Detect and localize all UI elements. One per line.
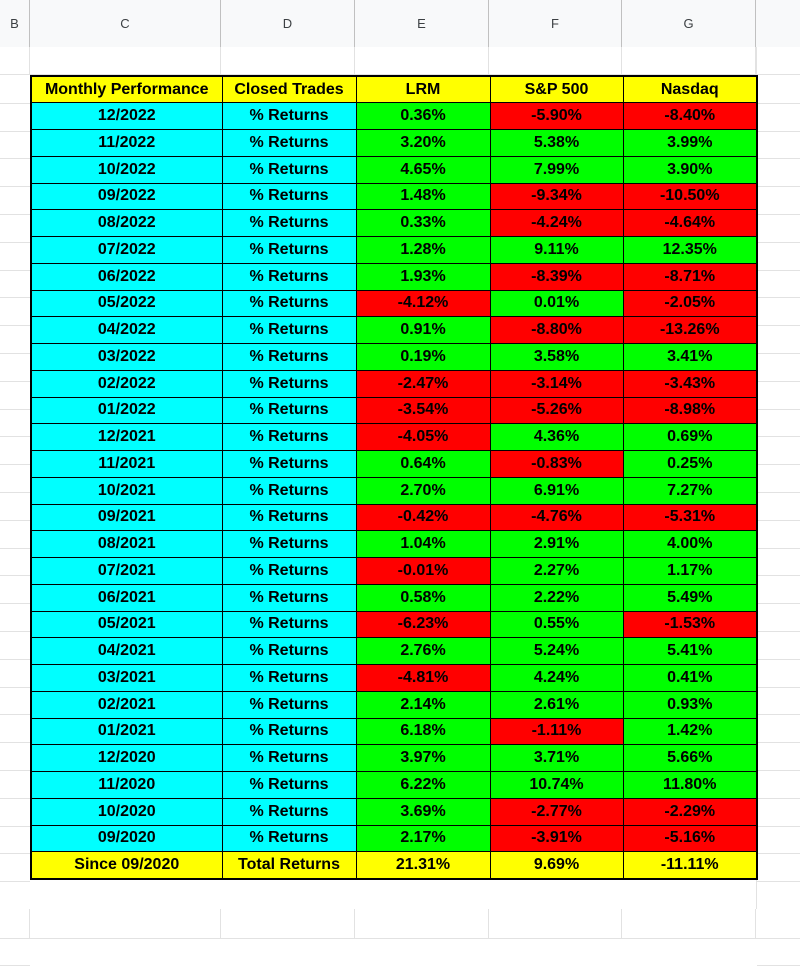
month-cell[interactable]: 09/2020 <box>31 825 222 852</box>
gutter-cell[interactable] <box>0 409 30 438</box>
gutter-cell[interactable] <box>0 687 30 716</box>
returns-label-cell[interactable]: % Returns <box>222 130 356 157</box>
gutter-cell[interactable] <box>0 242 30 271</box>
month-cell[interactable]: 10/2022 <box>31 156 222 183</box>
lrm-return-cell[interactable]: -6.23% <box>356 611 490 638</box>
table-row <box>31 397 757 424</box>
sp500-return-cell[interactable]: -5.26% <box>490 397 623 424</box>
sp500-return-cell[interactable]: -8.39% <box>490 263 623 290</box>
nasdaq-return-cell[interactable]: -2.05% <box>623 290 757 317</box>
returns-label-cell[interactable]: % Returns <box>222 317 356 344</box>
table-row <box>31 156 757 183</box>
returns-label-cell[interactable]: % Returns <box>222 210 356 237</box>
lrm-return-cell[interactable]: 2.14% <box>356 691 490 718</box>
returns-label-cell[interactable]: % Returns <box>222 237 356 264</box>
nasdaq-return-cell[interactable]: -5.16% <box>623 825 757 852</box>
nasdaq-return-cell[interactable]: 0.69% <box>623 424 757 451</box>
lrm-return-cell[interactable]: 3.20% <box>356 130 490 157</box>
lrm-return-cell[interactable]: 6.22% <box>356 772 490 799</box>
nasdaq-return-cell[interactable]: 3.41% <box>623 344 757 371</box>
sp500-return-cell[interactable]: -2.77% <box>490 798 623 825</box>
nasdaq-return-cell[interactable]: -13.26% <box>623 317 757 344</box>
gutter-cell[interactable] <box>0 714 30 743</box>
lrm-return-cell[interactable]: 2.76% <box>356 638 490 665</box>
sp500-return-cell[interactable]: 7.99% <box>490 156 623 183</box>
month-cell[interactable]: 04/2022 <box>31 317 222 344</box>
gutter-cell[interactable] <box>0 270 30 299</box>
table-row <box>31 798 757 825</box>
gutter-cell[interactable] <box>757 798 800 827</box>
lrm-return-cell[interactable]: 0.19% <box>356 344 490 371</box>
lrm-return-cell[interactable]: 6.18% <box>356 718 490 745</box>
table-row <box>31 290 757 317</box>
empty-row-top <box>0 47 800 75</box>
gutter-cell[interactable] <box>0 353 30 382</box>
empty-cell[interactable] <box>355 909 489 939</box>
table-row <box>31 584 757 611</box>
returns-label-cell[interactable]: % Returns <box>222 397 356 424</box>
right-gutter <box>756 47 800 939</box>
returns-label-cell[interactable]: % Returns <box>222 290 356 317</box>
gutter-cell[interactable] <box>757 103 800 132</box>
month-cell[interactable]: 03/2022 <box>31 344 222 371</box>
lrm-return-cell[interactable]: -3.54% <box>356 397 490 424</box>
month-cell[interactable]: 01/2021 <box>31 718 222 745</box>
lrm-return-cell[interactable]: -2.47% <box>356 370 490 397</box>
gutter-cell[interactable] <box>757 75 800 104</box>
sp500-return-cell[interactable]: 10.74% <box>490 772 623 799</box>
returns-label-cell[interactable]: % Returns <box>222 611 356 638</box>
gutter-cell[interactable] <box>757 770 800 799</box>
sp500-return-cell[interactable]: 2.22% <box>490 584 623 611</box>
table-row <box>31 344 757 371</box>
nasdaq-return-cell[interactable]: -8.40% <box>623 103 757 130</box>
gutter-cell[interactable] <box>0 131 30 160</box>
gutter-cell[interactable] <box>757 381 800 410</box>
table-row <box>31 317 757 344</box>
returns-label-cell[interactable]: % Returns <box>222 504 356 531</box>
gutter-cell[interactable] <box>0 853 30 882</box>
lrm-return-cell[interactable]: 2.17% <box>356 825 490 852</box>
total-label-cell[interactable]: Total Returns <box>222 852 356 879</box>
gutter-cell[interactable] <box>757 548 800 577</box>
sp500-return-cell[interactable]: 2.91% <box>490 531 623 558</box>
returns-label-cell[interactable]: % Returns <box>222 584 356 611</box>
returns-label-cell[interactable]: % Returns <box>222 825 356 852</box>
empty-cell[interactable] <box>355 47 489 75</box>
total-lrm-cell[interactable]: 21.31% <box>356 852 490 879</box>
lrm-return-cell[interactable]: -4.12% <box>356 290 490 317</box>
lrm-return-cell[interactable]: -0.01% <box>356 558 490 585</box>
gutter-cell[interactable] <box>0 158 30 187</box>
nasdaq-return-cell[interactable]: 7.27% <box>623 477 757 504</box>
gutter-cell[interactable] <box>0 436 30 465</box>
returns-label-cell[interactable]: % Returns <box>222 531 356 558</box>
gutter-cell[interactable] <box>757 826 800 855</box>
lrm-return-cell[interactable]: -4.81% <box>356 665 490 692</box>
lrm-return-cell[interactable]: -0.42% <box>356 504 490 531</box>
returns-label-cell[interactable]: % Returns <box>222 772 356 799</box>
sp500-return-cell[interactable]: 2.61% <box>490 691 623 718</box>
total-row <box>31 852 757 879</box>
gutter-cell[interactable] <box>757 436 800 465</box>
header-cell-trades[interactable]: Closed Trades <box>222 76 356 103</box>
gutter-cell[interactable] <box>757 325 800 354</box>
gutter-cell[interactable] <box>0 325 30 354</box>
gutter-cell[interactable] <box>0 770 30 799</box>
month-cell[interactable]: 04/2021 <box>31 638 222 665</box>
month-cell[interactable]: 08/2021 <box>31 531 222 558</box>
sp500-return-cell[interactable]: 5.38% <box>490 130 623 157</box>
nasdaq-return-cell[interactable]: 11.80% <box>623 772 757 799</box>
lrm-return-cell[interactable]: 0.36% <box>356 103 490 130</box>
gutter-cell[interactable] <box>0 381 30 410</box>
table-row <box>31 504 757 531</box>
nasdaq-return-cell[interactable]: -1.53% <box>623 611 757 638</box>
header-cell-nasdaq[interactable]: Nasdaq <box>623 76 757 103</box>
nasdaq-return-cell[interactable]: 0.93% <box>623 691 757 718</box>
sp500-return-cell[interactable]: 0.55% <box>490 611 623 638</box>
table-row <box>31 745 757 772</box>
table-row <box>31 477 757 504</box>
gutter-cell[interactable] <box>757 631 800 660</box>
returns-label-cell[interactable]: % Returns <box>222 156 356 183</box>
lrm-return-cell[interactable]: 0.33% <box>356 210 490 237</box>
returns-label-cell[interactable]: % Returns <box>222 183 356 210</box>
empty-cell[interactable] <box>622 909 756 939</box>
table-row <box>31 611 757 638</box>
sp500-return-cell[interactable]: 6.91% <box>490 477 623 504</box>
sp500-return-cell[interactable]: -4.76% <box>490 504 623 531</box>
column-header-h[interactable] <box>756 0 800 47</box>
returns-label-cell[interactable]: % Returns <box>222 691 356 718</box>
lrm-return-cell[interactable]: -4.05% <box>356 424 490 451</box>
table-row <box>31 718 757 745</box>
nasdaq-return-cell[interactable]: -4.64% <box>623 210 757 237</box>
column-header-b[interactable]: B <box>0 0 30 47</box>
returns-label-cell[interactable]: % Returns <box>222 638 356 665</box>
sp500-return-cell[interactable]: 4.24% <box>490 665 623 692</box>
empty-cell[interactable] <box>489 909 622 939</box>
returns-label-cell[interactable]: % Returns <box>222 558 356 585</box>
table-row <box>31 531 757 558</box>
gutter-cell[interactable] <box>0 520 30 549</box>
gutter-cell[interactable] <box>0 881 30 910</box>
returns-label-cell[interactable]: % Returns <box>222 665 356 692</box>
returns-label-cell[interactable]: % Returns <box>222 424 356 451</box>
sp500-return-cell[interactable]: 5.24% <box>490 638 623 665</box>
lrm-return-cell[interactable]: 0.64% <box>356 451 490 478</box>
month-cell[interactable]: 05/2022 <box>31 290 222 317</box>
gutter-cell[interactable] <box>757 270 800 299</box>
gutter-cell[interactable] <box>757 353 800 382</box>
column-header-c[interactable]: C <box>30 0 221 47</box>
lrm-return-cell[interactable]: 3.69% <box>356 798 490 825</box>
total-period-cell[interactable]: Since 09/2020 <box>31 852 222 879</box>
table-row <box>31 638 757 665</box>
column-header-d[interactable]: D <box>221 0 355 47</box>
gutter-cell[interactable] <box>757 853 800 882</box>
lrm-return-cell[interactable]: 1.93% <box>356 263 490 290</box>
gutter-cell[interactable] <box>0 603 30 632</box>
lrm-return-cell[interactable]: 1.28% <box>356 237 490 264</box>
nasdaq-return-cell[interactable]: 5.41% <box>623 638 757 665</box>
returns-label-cell[interactable]: % Returns <box>222 798 356 825</box>
sp500-return-cell[interactable]: -3.91% <box>490 825 623 852</box>
header-cell-lrm[interactable]: LRM <box>356 76 490 103</box>
lrm-return-cell[interactable]: 0.58% <box>356 584 490 611</box>
column-header-g[interactable]: G <box>622 0 756 47</box>
month-cell[interactable]: 12/2020 <box>31 745 222 772</box>
total-nasdaq-cell[interactable]: -11.11% <box>623 852 757 879</box>
column-header-f[interactable]: F <box>489 0 622 47</box>
gutter-cell[interactable] <box>757 297 800 326</box>
gutter-cell[interactable] <box>0 575 30 604</box>
gutter-cell[interactable] <box>757 409 800 438</box>
gutter-cell[interactable] <box>0 548 30 577</box>
gutter-cell[interactable] <box>0 826 30 855</box>
returns-label-cell[interactable]: % Returns <box>222 718 356 745</box>
nasdaq-return-cell[interactable]: 1.17% <box>623 558 757 585</box>
table-row <box>31 665 757 692</box>
nasdaq-return-cell[interactable]: 3.99% <box>623 130 757 157</box>
performance-table <box>30 75 758 880</box>
lrm-return-cell[interactable]: 2.70% <box>356 477 490 504</box>
month-cell[interactable]: 01/2022 <box>31 397 222 424</box>
column-header-bar <box>0 0 800 48</box>
empty-row-bottom <box>0 909 800 939</box>
sp500-return-cell[interactable]: -8.80% <box>490 317 623 344</box>
gutter-cell[interactable] <box>757 575 800 604</box>
column-header-e[interactable]: E <box>355 0 489 47</box>
gutter-cell[interactable] <box>757 520 800 549</box>
month-cell[interactable]: 02/2022 <box>31 370 222 397</box>
table-row <box>31 130 757 157</box>
gutter-cell[interactable] <box>757 881 800 910</box>
table-row <box>31 825 757 852</box>
sp500-return-cell[interactable]: 9.11% <box>490 237 623 264</box>
month-cell[interactable]: 07/2022 <box>31 237 222 264</box>
table-row <box>31 103 757 130</box>
sp500-return-cell[interactable]: 2.27% <box>490 558 623 585</box>
gutter-cell[interactable] <box>0 297 30 326</box>
table-row <box>31 772 757 799</box>
table-row <box>31 263 757 290</box>
gutter-cell[interactable] <box>757 937 800 966</box>
table-row <box>31 691 757 718</box>
nasdaq-return-cell[interactable]: 4.00% <box>623 531 757 558</box>
table-row <box>31 237 757 264</box>
month-cell[interactable]: 11/2021 <box>31 451 222 478</box>
sp500-return-cell[interactable]: -9.34% <box>490 183 623 210</box>
gutter-cell[interactable] <box>0 464 30 493</box>
nasdaq-return-cell[interactable]: -8.98% <box>623 397 757 424</box>
nasdaq-return-cell[interactable]: 5.49% <box>623 584 757 611</box>
gutter-cell[interactable] <box>0 214 30 243</box>
gutter-cell[interactable] <box>757 714 800 743</box>
returns-label-cell[interactable]: % Returns <box>222 477 356 504</box>
returns-label-cell[interactable]: % Returns <box>222 370 356 397</box>
header-cell-sp500[interactable]: S&P 500 <box>490 76 623 103</box>
month-cell[interactable]: 10/2020 <box>31 798 222 825</box>
returns-label-cell[interactable]: % Returns <box>222 451 356 478</box>
gutter-cell[interactable] <box>757 603 800 632</box>
header-row <box>31 76 757 103</box>
month-cell[interactable]: 05/2021 <box>31 611 222 638</box>
empty-cell[interactable] <box>221 47 355 75</box>
month-cell[interactable]: 06/2022 <box>31 263 222 290</box>
left-gutter <box>0 47 30 939</box>
gutter-cell[interactable] <box>757 242 800 271</box>
month-cell[interactable]: 06/2021 <box>31 584 222 611</box>
gutter-cell[interactable] <box>0 631 30 660</box>
month-cell[interactable]: 11/2020 <box>31 772 222 799</box>
empty-cell[interactable] <box>30 909 221 939</box>
sp500-return-cell[interactable]: 4.36% <box>490 424 623 451</box>
returns-label-cell[interactable]: % Returns <box>222 745 356 772</box>
header-cell-period[interactable]: Monthly Performance <box>31 76 222 103</box>
nasdaq-return-cell[interactable]: 12.35% <box>623 237 757 264</box>
empty-cell[interactable] <box>622 47 756 75</box>
table-row <box>31 183 757 210</box>
gutter-cell[interactable] <box>0 103 30 132</box>
month-cell[interactable]: 11/2022 <box>31 130 222 157</box>
nasdaq-return-cell[interactable]: -3.43% <box>623 370 757 397</box>
gutter-cell[interactable] <box>757 492 800 521</box>
gutter-cell[interactable] <box>757 464 800 493</box>
month-cell[interactable]: 09/2021 <box>31 504 222 531</box>
sp500-return-cell[interactable]: 0.01% <box>490 290 623 317</box>
month-cell[interactable]: 12/2021 <box>31 424 222 451</box>
returns-label-cell[interactable]: % Returns <box>222 344 356 371</box>
sp500-return-cell[interactable]: -4.24% <box>490 210 623 237</box>
gutter-cell[interactable] <box>0 937 30 966</box>
nasdaq-return-cell[interactable]: 5.66% <box>623 745 757 772</box>
month-cell[interactable]: 12/2022 <box>31 103 222 130</box>
sp500-return-cell[interactable]: -3.14% <box>490 370 623 397</box>
gutter-cell[interactable] <box>757 742 800 771</box>
sp500-return-cell[interactable]: 3.58% <box>490 344 623 371</box>
lrm-return-cell[interactable]: 0.91% <box>356 317 490 344</box>
sp500-return-cell[interactable]: 3.71% <box>490 745 623 772</box>
sp500-return-cell[interactable]: -5.90% <box>490 103 623 130</box>
nasdaq-return-cell[interactable]: -5.31% <box>623 504 757 531</box>
table-row <box>31 210 757 237</box>
lrm-return-cell[interactable]: 1.04% <box>356 531 490 558</box>
empty-cell[interactable] <box>0 909 30 939</box>
gutter-cell[interactable] <box>757 659 800 688</box>
gutter-cell[interactable] <box>757 214 800 243</box>
nasdaq-return-cell[interactable]: -10.50% <box>623 183 757 210</box>
gutter-cell[interactable] <box>757 131 800 160</box>
sp500-return-cell[interactable]: -1.11% <box>490 718 623 745</box>
month-cell[interactable]: 07/2021 <box>31 558 222 585</box>
gutter-cell[interactable] <box>757 186 800 215</box>
empty-cell[interactable] <box>489 47 622 75</box>
sp500-return-cell[interactable]: -0.83% <box>490 451 623 478</box>
nasdaq-return-cell[interactable]: -8.71% <box>623 263 757 290</box>
total-sp500-cell[interactable]: 9.69% <box>490 852 623 879</box>
gutter-cell[interactable] <box>757 158 800 187</box>
gutter-cell[interactable] <box>0 492 30 521</box>
gutter-cell[interactable] <box>757 687 800 716</box>
nasdaq-return-cell[interactable]: 0.41% <box>623 665 757 692</box>
table-row <box>31 558 757 585</box>
gutter-cell[interactable] <box>0 798 30 827</box>
table-row <box>31 370 757 397</box>
lrm-return-cell[interactable]: 1.48% <box>356 183 490 210</box>
empty-cell[interactable] <box>30 47 221 75</box>
gutter-cell[interactable] <box>0 659 30 688</box>
empty-cell[interactable] <box>221 909 355 939</box>
lrm-return-cell[interactable]: 3.97% <box>356 745 490 772</box>
nasdaq-return-cell[interactable]: -2.29% <box>623 798 757 825</box>
month-cell[interactable]: 09/2022 <box>31 183 222 210</box>
returns-label-cell[interactable]: % Returns <box>222 263 356 290</box>
table-row <box>31 424 757 451</box>
nasdaq-return-cell[interactable]: 1.42% <box>623 718 757 745</box>
gutter-cell[interactable] <box>0 186 30 215</box>
gutter-cell[interactable] <box>0 742 30 771</box>
lrm-return-cell[interactable]: 4.65% <box>356 156 490 183</box>
gutter-cell[interactable] <box>0 75 30 104</box>
returns-label-cell[interactable]: % Returns <box>222 103 356 130</box>
nasdaq-return-cell[interactable]: 3.90% <box>623 156 757 183</box>
month-cell[interactable]: 08/2022 <box>31 210 222 237</box>
table-row <box>31 451 757 478</box>
nasdaq-return-cell[interactable]: 0.25% <box>623 451 757 478</box>
month-cell[interactable]: 03/2021 <box>31 665 222 692</box>
empty-cell[interactable] <box>756 909 800 939</box>
month-cell[interactable]: 10/2021 <box>31 477 222 504</box>
month-cell[interactable]: 02/2021 <box>31 691 222 718</box>
